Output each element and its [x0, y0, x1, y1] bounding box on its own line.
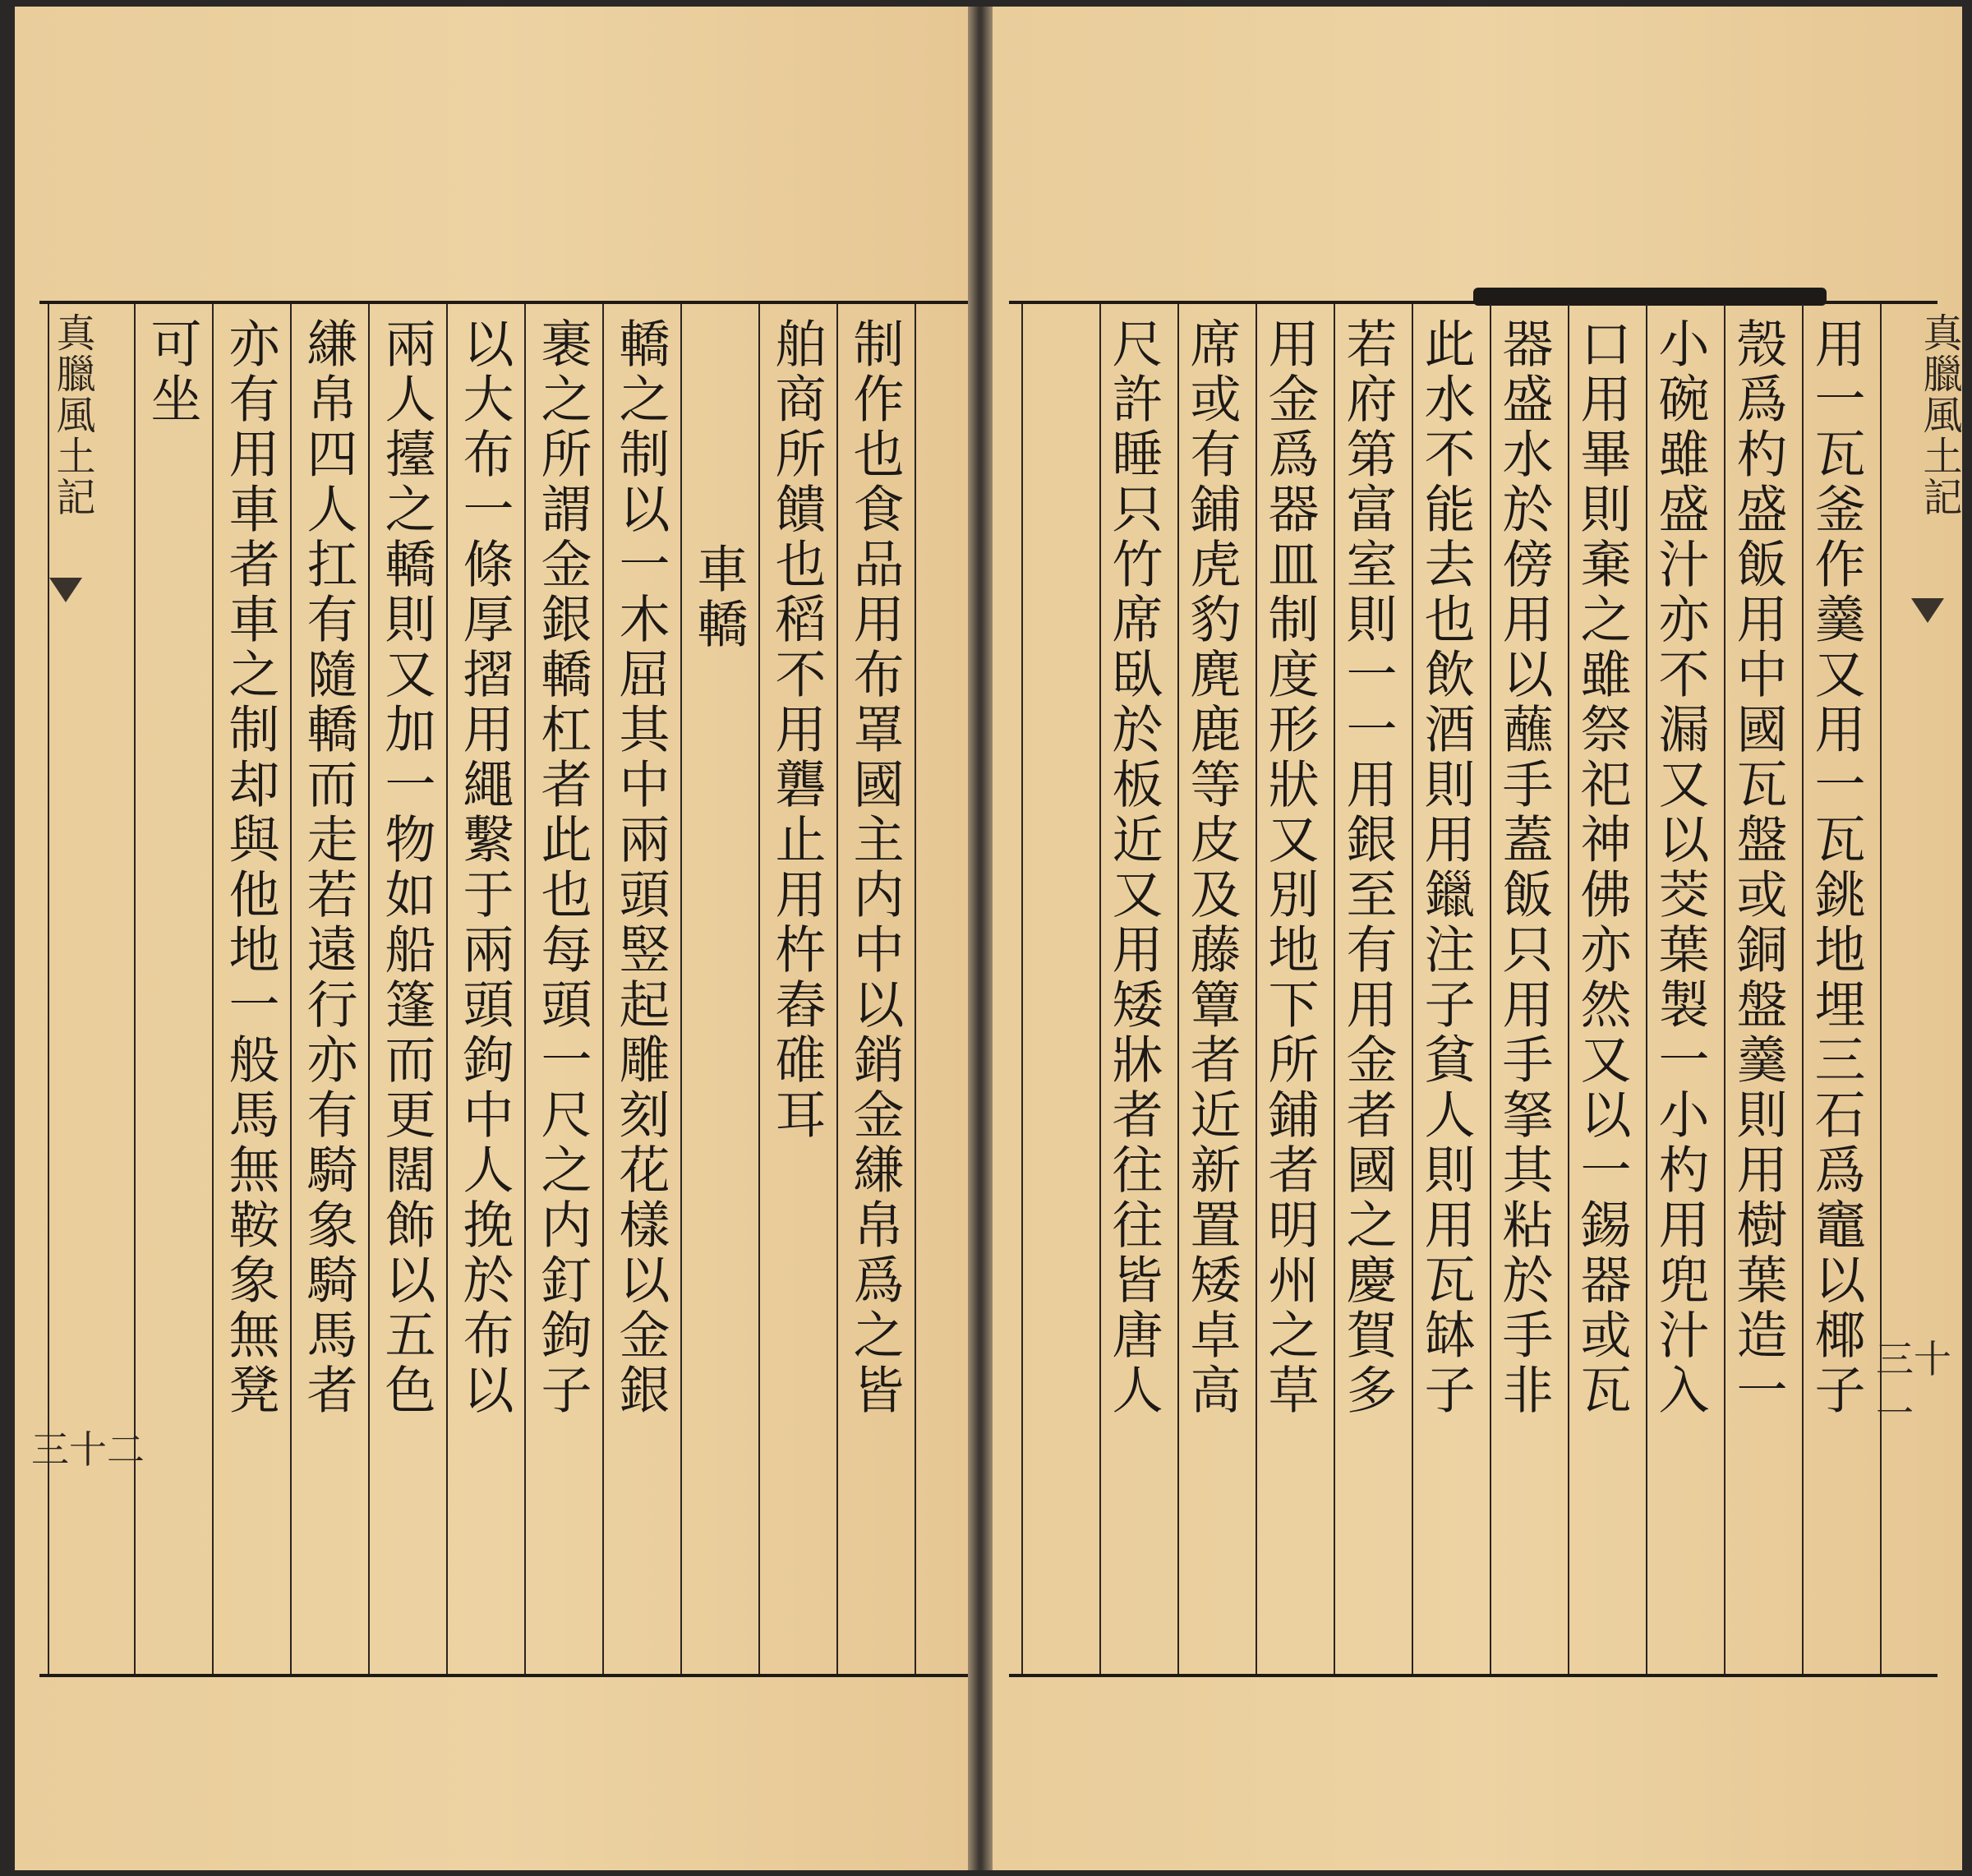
column-rule — [1724, 304, 1726, 1674]
text-column: 此水不能去也飲酒則用鑞注子貧人則用瓦缽子 — [1416, 317, 1476, 1418]
right-page-frame — [1009, 301, 1937, 1677]
text-column: 席或有鋪虎豹麂鹿等皮及藤簟者近新置矮卓高 — [1182, 317, 1242, 1418]
text-column: 小碗雖盛汁亦不漏又以茭葉製一小杓用兜汁入 — [1650, 317, 1710, 1418]
book-gutter — [968, 7, 993, 1870]
column-rule — [524, 304, 526, 1674]
column-rule — [836, 304, 838, 1674]
column-rule — [290, 304, 292, 1674]
text-column: 用金爲器皿制度形狀又別地下所鋪者明州之草 — [1260, 317, 1320, 1418]
column-rule — [1021, 304, 1023, 1674]
text-column: 兩人擡之轎則又加一物如船篷而更闊飾以五色 — [376, 317, 436, 1418]
column-rule — [1256, 304, 1257, 1674]
text-column: 裹之所謂金銀轎杠者此也每頭一尺之内釘鉤子 — [532, 317, 592, 1418]
column-rule — [446, 304, 448, 1674]
text-column: 器盛水於傍用以蘸手蓋飯只用手拏其粘於手非 — [1494, 317, 1554, 1418]
section-heading: 車轎 — [689, 542, 749, 652]
column-rule — [1334, 304, 1335, 1674]
right-page — [993, 7, 1962, 1870]
column-rule — [212, 304, 214, 1674]
text-column: 尺許睡只竹席臥於板近又用矮牀者往往皆唐人 — [1103, 317, 1163, 1418]
column-rule — [602, 304, 604, 1674]
column-rule — [758, 304, 760, 1674]
folio-number: 三十一 — [1876, 1337, 1951, 1436]
column-rule — [1646, 304, 1647, 1674]
column-rule — [1802, 304, 1804, 1674]
left-page — [15, 7, 968, 1870]
text-column: 殼爲杓盛飯用中國瓦盤或銅盤羹則用樹葉造一 — [1728, 317, 1788, 1418]
column-rule — [680, 304, 682, 1674]
text-column: 制作也食品用布罩國主内中以銷金縑帛爲之皆 — [845, 317, 905, 1418]
text-column: 用一瓦釜作羹又用一瓦銚地埋三石爲竈以椰子 — [1806, 317, 1866, 1418]
text-column: 可坐 — [142, 317, 202, 427]
column-rule — [1568, 304, 1569, 1674]
column-rule — [368, 304, 370, 1674]
text-column: 口用畢則棄之雖祭祀神佛亦然又以一錫器或瓦 — [1572, 317, 1632, 1418]
column-rule — [1880, 304, 1882, 1674]
left-page-frame — [39, 301, 968, 1677]
text-column: 轎之制以一木屈其中兩頭竪起雕刻花樣以金銀 — [610, 317, 670, 1418]
text-column: 縑帛四人扛有隨轎而走若遠行亦有騎象騎馬者 — [298, 317, 358, 1418]
folio-number: 三十二 — [31, 1427, 145, 1472]
margin-book-title: 真臘風土記 — [1916, 312, 1962, 518]
text-column: 若府第富室則一一用銀至有用金者國之慶賀多 — [1338, 317, 1398, 1418]
margin-book-title: 真臘風土記 — [49, 312, 95, 518]
text-column: 以大布一條厚摺用繩繫于兩頭鉤中人挽於布以 — [454, 317, 514, 1418]
text-column: 亦有用車者車之制却與他地一般馬無鞍象無凳 — [220, 317, 280, 1418]
column-rule — [1412, 304, 1413, 1674]
column-rule — [1099, 304, 1101, 1674]
book-spread — [15, 7, 1962, 1870]
column-rule — [915, 304, 916, 1674]
column-rule — [1490, 304, 1491, 1674]
column-rule — [1177, 304, 1179, 1674]
text-column: 舶商所饋也稻不用礱止用杵舂碓耳 — [767, 317, 827, 1143]
